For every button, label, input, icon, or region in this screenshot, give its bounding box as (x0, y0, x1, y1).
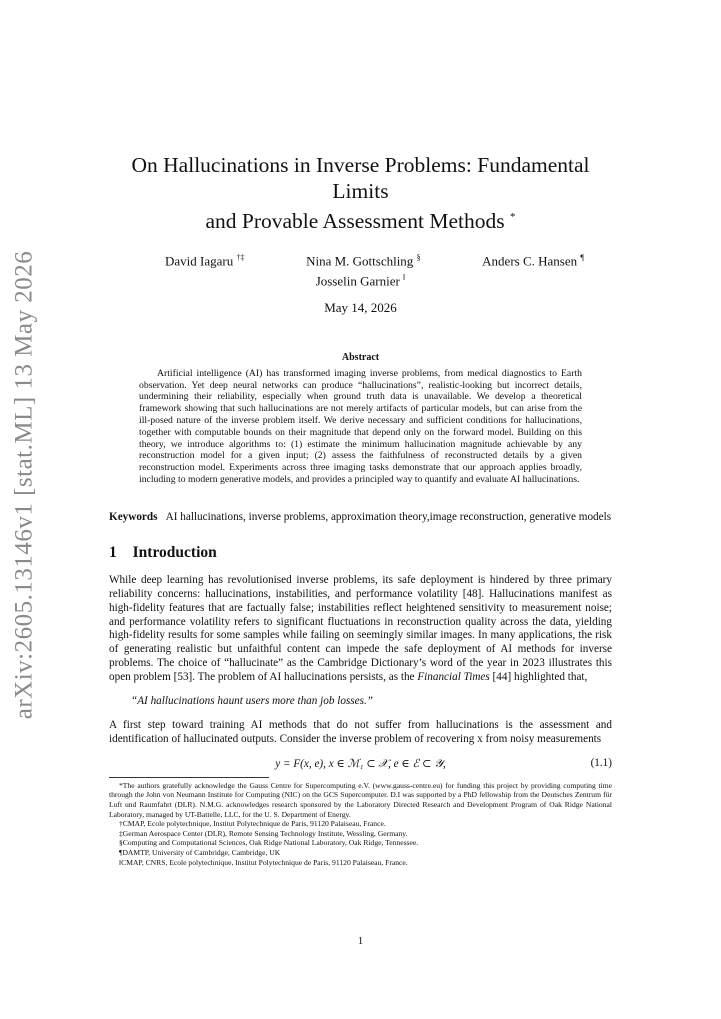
title-line-1: On Hallucinations in Inverse Problems: Fundamental Limits (131, 153, 590, 203)
footnote-affiliation: ¶DAMTP, University of Cambridge, Cambridge, UK (119, 848, 281, 857)
footnote-affiliation: ‖CMAP, CNRS, Ecole polytechnique, Institut Polytechnique de Paris, 91120 Palaiseau, France. (119, 857, 408, 867)
equation (109, 757, 612, 773)
intro-paragraph-2: A first step toward training AI methods that do not suffer from hallucinations is the assessment and identification of hallucinated outputs. Consider the inverse problem of recovering x from noisy measurements (109, 719, 612, 745)
title-footnote-mark: * (510, 211, 516, 223)
footnote-affiliation: ‡German Aerospace Center (DLR), Remote Sensing Technology Institute, Wessling, Germany. (119, 828, 408, 838)
author-list (109, 249, 612, 290)
title-line-2: and Provable Assessment Methods (205, 209, 505, 234)
intro-paragraph-1: While deep learning has revolutionised inverse problems, its safe deployment is hindered by three primary reliability concerns: hallucinations, instabilities, and performance volatility [48]. Hallucinations manifest as high-fidelity features that are factually false; instabilities reflect heightened sensitivity to measurement noise; and performance volatility refers to significant fluctuations in reconstruction quality across the data, yielding high-fidelity results for some samples while failing on seemingly similar images. In many applications, the risk of generating realistic but unfaithful content can impede the safe deployment of AI methods for inverse problems. The choice of “hallucinate” as the Cambridge Dictionary’s word of the year in 2023 illustrates this open problem [53]. The problem of AI hallucinations persists, as the Financial Times [44] highlighted that, (109, 573, 612, 684)
block-quote: “AI hallucinations haunt users more than job losses.” (131, 695, 373, 708)
paper-page (109, 152, 612, 867)
footnote-rule (109, 777, 269, 778)
author: Josselin Garnier ‖ (315, 273, 406, 289)
abstract-text: Artificial intelligence (AI) has transformed imaging inverse problems, from medical diagnostics to Earth observation. Yet deep neural networks can produce “hallucinations”, realistic-looking but incorrect details, undermining their reliability, especially when ground truth data is unavailable. We develop a theoretical framework showing that such hallucinations are not merely artifacts of particular models, but can arise from the ill-posed nature of the inverse problem itself. We derive necessary and sufficient conditions for hallucinations, together with computable bounds on their magnitude that depend only on the forward model. Building on this theory, we introduce algorithms to: (1) estimate the minimum hallucination magnitude achievable by any reconstruction model for a given input; (2) assess the faithfulness of reconstructed details by a given reconstruction model. Experiments across three imaging tasks demonstrate that our approach applies broadly, including to modern generative models, and provides a principled way to quantify and evaluate AI hallucinations. (139, 367, 582, 485)
footnote-funding: *The authors gratefully acknowledge the Gauss Centre for Supercomputing e.V. (www.gauss-centre.eu) for funding this project by providing computing time through the John von Neumann Institute for Computing (NIC) on the GCS Supercomputer. D.I was supported by a PhD fellowship from the Deutsches Zentrum für Luft und Raumfahrt (DLR). N.M.G. acknowledges research sponsored by the Laboratory Directed Research and Development Program of Oak Ridge National Laboratory, managed by UT-Battelle, LLC, for the U. S. Department of Energy. (109, 780, 612, 819)
author: David Iagaru †‡ (165, 253, 245, 269)
equation-number: (1.1) (590, 756, 612, 769)
keywords (109, 510, 612, 524)
paper-date: May 14, 2026 (324, 299, 397, 315)
arxiv-sidebar-stamp (6, 250, 42, 720)
section-number: 1 (109, 543, 117, 561)
section-title: Introduction (132, 543, 217, 561)
arxiv-id-label: arXiv:2605.13146v1 [stat.ML] 13 May 2026 (10, 250, 37, 720)
footnote-affiliation: †CMAP, Ecole polytechnique, Institut Polytechnique de Paris, 91120 Palaiseau, France. (119, 819, 386, 829)
keywords-label: Keywords (109, 510, 158, 523)
section-heading (109, 544, 612, 562)
page-number: 1 (357, 935, 364, 947)
author: Anders C. Hansen ¶ (482, 253, 584, 269)
keywords-text: AI hallucinations, inverse problems, approximation theory,image reconstruction, generative models (165, 510, 612, 523)
author: Nina M. Gottschling § (306, 253, 421, 269)
source-name: Financial Times (417, 671, 490, 684)
abstract-heading: Abstract (341, 351, 380, 363)
footnote-affiliation: §Computing and Computational Sciences, Oak Ridge National Laboratory, Oak Ridge, Tennessee. (119, 838, 419, 848)
equation-body: y = F(x, e), x ∈ ℳ₁ ⊂ 𝒳, e ∈ ℰ ⊂ 𝒴, (275, 757, 446, 770)
paper-title (109, 152, 612, 234)
